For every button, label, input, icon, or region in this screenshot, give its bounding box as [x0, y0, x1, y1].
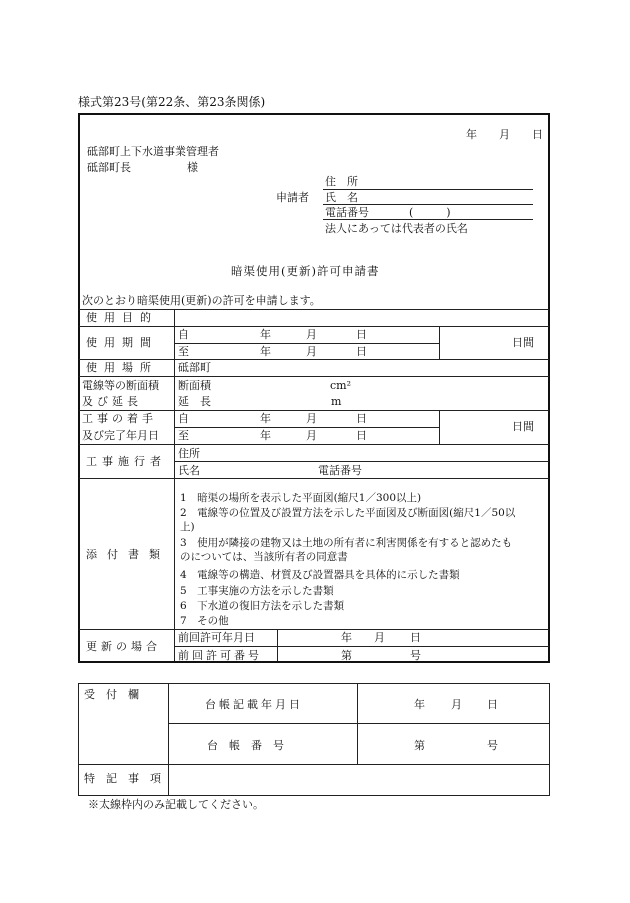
- prev-date-year: 年: [341, 631, 352, 644]
- office-ledger-rule: [168, 723, 550, 724]
- prev-permit-no-label: 前回許可番号: [178, 649, 262, 662]
- rule-after-work: [79, 444, 549, 445]
- length-label: 延 長: [178, 395, 211, 408]
- purpose-label: 使用目的: [86, 311, 158, 324]
- ledger-date-day: 日: [487, 698, 498, 711]
- attachment-item: 6 下水道の復旧方法を示した書類: [180, 600, 345, 612]
- length-unit: m: [331, 395, 342, 408]
- work-to-year: 年: [260, 429, 271, 442]
- intro-text: 次のとおり暗渠使用(更新)の許可を申請します。: [82, 294, 321, 307]
- applicant-phone-line[interactable]: [323, 219, 533, 220]
- attachment-item-continued: 上): [180, 521, 195, 533]
- reception-column-label: 受 付 欄: [84, 688, 139, 701]
- section-area-label: 断面積: [178, 379, 211, 392]
- ledger-no-prefix: 第: [414, 739, 425, 752]
- date-day-label: 日: [532, 128, 543, 141]
- work-period-label-line2: 及び完了年月日: [82, 429, 159, 442]
- attachment-item: 4 電線等の構造、材質及び設置器具を具体的に示した書類: [180, 569, 460, 581]
- period-to-year: 年: [260, 345, 271, 358]
- remarks-label: 特 記 事 項: [84, 772, 161, 785]
- footnote: ※太線枠内のみ記載してください。: [88, 798, 264, 811]
- purpose-field[interactable]: [176, 310, 548, 326]
- period-days-divider: [439, 326, 440, 359]
- work-days-divider: [439, 410, 440, 444]
- place-value: 砥部町: [178, 361, 211, 374]
- period-from: 自: [178, 328, 189, 341]
- rule-after-cable: [79, 410, 549, 411]
- work-from-year: 年: [260, 412, 271, 425]
- applicant-phone-label: 電話番号: [325, 206, 369, 219]
- period-from-month: 月: [306, 328, 317, 341]
- period-label: 使用期間: [86, 336, 158, 349]
- attachment-item: 7 その他: [180, 615, 229, 627]
- rule-after-purpose: [79, 326, 549, 327]
- rule-after-period: [79, 359, 549, 360]
- renewal-inner-divider: [277, 629, 278, 661]
- rule-after-contractor: [79, 478, 549, 479]
- work-period-label-line1: 工事の着手: [82, 412, 157, 425]
- contractor-phone-label: 電話番号: [318, 464, 362, 477]
- work-days: 日間: [512, 420, 534, 433]
- ledger-date-label: 台帳記載年月日: [205, 698, 303, 711]
- prev-permit-date-label: 前回許可年月日: [178, 631, 255, 644]
- attachment-item: 2 電線等の位置及び設置方法を示した平面図及び断面図(縮尺1／50以: [180, 507, 516, 519]
- period-from-year: 年: [260, 328, 271, 341]
- applicant-address-line[interactable]: [323, 189, 533, 190]
- work-from-day: 日: [356, 412, 367, 425]
- prev-no-suffix: 号: [410, 649, 421, 662]
- ledger-no-label: 台 帳 番 号: [207, 739, 284, 752]
- contractor-name-label: 氏名: [178, 464, 200, 477]
- applicant-label: 申請者: [276, 191, 309, 204]
- period-from-day: 日: [356, 328, 367, 341]
- prev-date-day: 日: [410, 631, 421, 644]
- date-month-label: 月: [499, 128, 510, 141]
- prev-date-month: 月: [374, 631, 385, 644]
- attachment-item: 1 暗渠の場所を表示した平面図(縮尺1／300以上): [180, 492, 422, 504]
- period-to-day: 日: [356, 345, 367, 358]
- cable-label-line2: 及び延長: [82, 395, 142, 408]
- addressee-manager: 砥部町上下水道事業管理者: [87, 145, 219, 158]
- applicant-address-label: 住 所: [325, 175, 358, 188]
- applicant-name-label: 氏 名: [325, 191, 358, 204]
- attachments-label: 添付書類: [86, 548, 170, 561]
- contractor-label: 工事施行者: [86, 455, 166, 468]
- rule-after-place: [79, 376, 549, 377]
- prev-no-prefix: 第: [341, 649, 352, 662]
- applicant-name-line[interactable]: [323, 204, 533, 205]
- office-label-divider: [168, 683, 169, 796]
- attachment-item: 5 工事実施の方法を示した書類: [180, 585, 334, 597]
- addressee-honorific: 様: [187, 161, 198, 174]
- office-remarks-rule: [78, 764, 550, 765]
- applicant-phone-paren: ( ): [409, 206, 451, 219]
- form-number: 様式第23号(第22条、第23条関係): [78, 95, 266, 109]
- rule-renewal-mid: [175, 646, 549, 647]
- renewal-label: 更新の場合: [86, 640, 161, 653]
- ledger-date-year: 年: [414, 698, 425, 711]
- rule-contractor-mid: [175, 461, 549, 462]
- work-from: 自: [178, 412, 189, 425]
- contractor-address-label: 住所: [178, 447, 200, 460]
- section-area-unit: cm²: [330, 379, 352, 392]
- ledger-date-month: 月: [451, 698, 462, 711]
- attachment-item: 3 使用が隣接の建物又は土地の所有者に利害関係を有すると認めたも: [180, 537, 513, 549]
- addressee-mayor: 砥部町長: [87, 161, 131, 174]
- work-to: 至: [178, 429, 189, 442]
- document-title: 暗渠使用(更新)許可申請書: [231, 264, 380, 278]
- period-days: 日間: [512, 336, 534, 349]
- rule-period-mid: [175, 343, 439, 344]
- work-to-month: 月: [306, 429, 317, 442]
- cable-label-line1: 電線等の断面積: [82, 379, 159, 392]
- attachment-item-continued: のについては、当該所有者の同意書: [180, 551, 348, 563]
- period-to-month: 月: [306, 345, 317, 358]
- place-label: 使用場所: [86, 361, 158, 374]
- label-column-divider: [174, 309, 175, 661]
- remarks-field[interactable]: [170, 766, 548, 794]
- corporate-representative-note: 法人にあっては代表者の氏名: [325, 222, 468, 235]
- date-year-label: 年: [466, 128, 477, 141]
- work-from-month: 月: [306, 412, 317, 425]
- work-to-day: 日: [356, 429, 367, 442]
- ledger-no-suffix: 号: [487, 739, 498, 752]
- rule-work-mid: [175, 427, 439, 428]
- period-to: 至: [178, 345, 189, 358]
- rule-after-attachments: [79, 629, 549, 630]
